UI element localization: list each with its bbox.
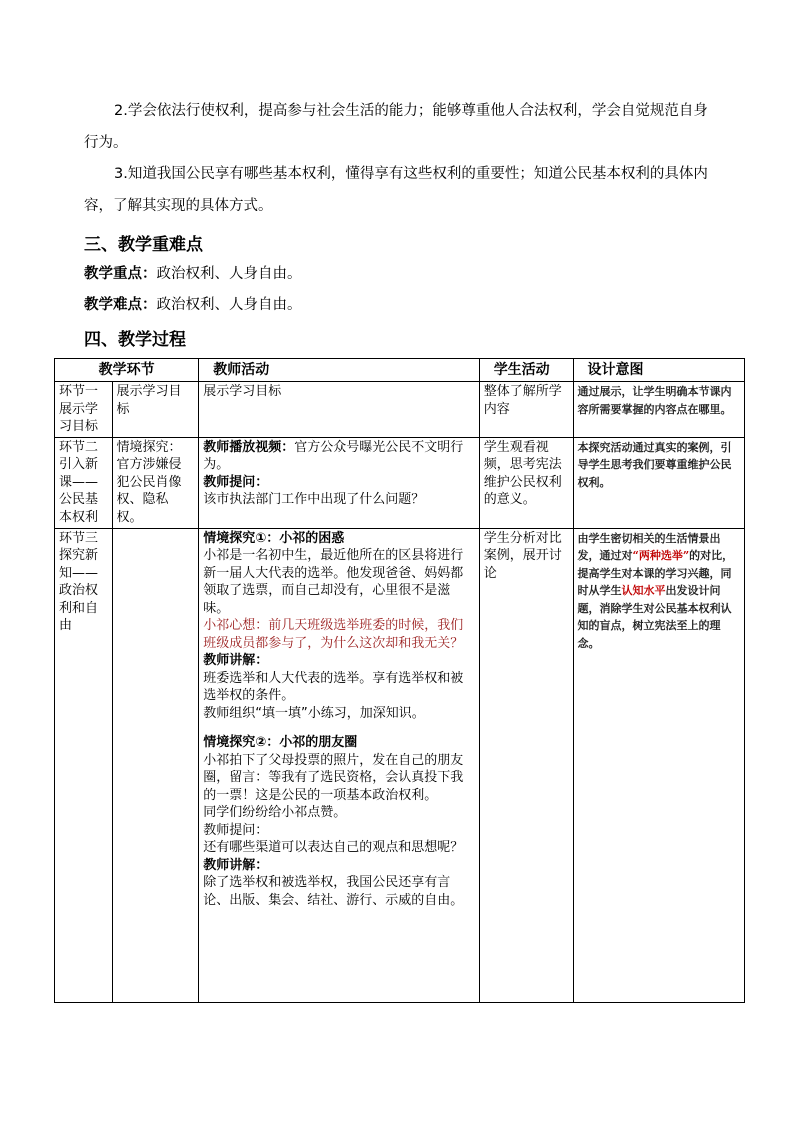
difficult-point-text: 政治权利、人身自由。 <box>156 297 302 313</box>
design-part-b: “两种选举” <box>632 549 690 562</box>
key-point-text: 政治权利、人身自由。 <box>156 266 302 282</box>
row2-video-label: 教师播放视频： <box>203 439 295 455</box>
scenario-1-explain-label: 教师讲解： <box>203 653 269 668</box>
design-part-e: 出发设计问题，消除学生对公民基本权利认知的盲点，树立宪法至上的理念。 <box>577 584 732 650</box>
scenario-1-title: 情境探究①：小祁的困惑 <box>203 530 345 546</box>
key-point-line <box>84 262 302 283</box>
row2-design: 本探究活动通过真实的案例，引导学生思考我们要尊重维护公民权利。 <box>573 437 745 528</box>
scenario-1-text: 小祁是一名初中生，最近他所在的区县将进行新一届人大代表的选举。他发现爸爸、妈妈都领取了选票，而自己却没有，心里很不是滋味。 <box>203 548 464 616</box>
scenario-2-ask-text: 还有哪些渠道可以表达自己的观点和思想呢？ <box>203 840 464 855</box>
header-teacher: 教师活动 <box>199 359 479 382</box>
design-part-d: 认知水平 <box>621 584 666 597</box>
row2-ask-label: 教师提问： <box>203 474 269 490</box>
objective-2: 2.学会依法行使权利，提高参与社会生活的能力；能够尊重他人合法权利，学会自觉规范自身行为。 <box>84 103 708 151</box>
row3-stage: 环节三探究新知——政治权利和自由 <box>55 528 113 1002</box>
table-header-row <box>55 359 745 382</box>
scenario-2-explain-text: 除了选举权和被选举权，我国公民还享有言论、出版、集会、结社、游行、示威的自由。 <box>203 875 464 908</box>
key-point-label: 教学重点： <box>84 266 157 282</box>
thought-label: 小祁心想： <box>203 618 269 633</box>
row1-stage: 环节一展示学习目标 <box>55 382 113 438</box>
row1-sub: 展示学习目标 <box>112 382 199 438</box>
scenario-2-like: 同学们纷纷给小祁点赞。 <box>203 805 347 820</box>
thought-text: 前几天班级选举班委的时候，我们班级成员都参与了，为什么这次却和我无关？ <box>203 618 464 651</box>
row3-student: 学生分析对比案例，展开讨论 <box>479 528 573 1002</box>
row1-teacher: 展示学习目标 <box>199 382 479 438</box>
table-row <box>55 437 745 528</box>
header-student: 学生活动 <box>479 359 573 382</box>
row2-sub: 情境探究：官方涉嫌侵犯公民肖像权、隐私权。 <box>112 437 199 528</box>
design-part-c: 的对比，提高学生对本课的学习兴趣，同时从学生 <box>577 549 734 597</box>
row1-student: 整体了解所学内容 <box>479 382 573 438</box>
section-4-title: 四、教学过程 <box>84 330 186 350</box>
table-row <box>55 528 745 1002</box>
teaching-process-table <box>54 358 745 1003</box>
scenario-1-exercise: 教师组织“填一填”小练习，加深知识。 <box>203 705 425 721</box>
row2-stage: 环节二引入新课——公民基本权利 <box>55 437 113 528</box>
scenario-1-thought <box>203 617 474 652</box>
scenario-2-text: 小祁拍下了父母投票的照片，发在自己的朋友圈，留言：等我有了选民资格，会认真投下我的一票！这是公民的一项基本政治权利。 <box>203 752 464 803</box>
scenario-2-title: 情境探究②：小祁的朋友圈 <box>203 735 358 750</box>
row2-student: 学生观看视频，思考宪法维护公民权利的意义。 <box>479 437 573 528</box>
scenario-2-explain-label: 教师讲解： <box>203 857 269 873</box>
scenario-1-explain-text: 班委选举和人大代表的选举。享有选举权和被选举权的条件。 <box>203 670 464 703</box>
section-3-title: 三、教学重难点 <box>84 235 203 255</box>
scenario-2-ask-label: 教师提问： <box>203 822 269 838</box>
difficult-point-label: 教学难点： <box>84 297 157 313</box>
row3-sub <box>112 528 199 1002</box>
difficult-point-line <box>84 293 302 314</box>
header-design: 设计意图 <box>573 359 745 382</box>
objective-3: 3.知道我国公民享有哪些基本权利，懂得享有这些权利的重要性；知道公民基本权利的具体内容，了解其实现的具体方式。 <box>84 166 708 214</box>
row3-teacher <box>199 528 479 1002</box>
row3-design <box>573 528 745 1002</box>
design-part-a: 由学生密切相关的生活情景出发，通过对 <box>577 531 721 562</box>
table-row <box>55 382 745 438</box>
row2-teacher <box>199 437 479 528</box>
row1-design: 通过展示，让学生明确本节课内容所需要掌握的内容点在哪里。 <box>573 382 745 438</box>
row2-video-text: 官方公众号曝光公民不文明行为。 <box>203 439 464 472</box>
row2-ask-text: 该市执法部门工作中出现了什么问题？ <box>203 492 425 507</box>
header-stage: 教学环节 <box>55 359 199 382</box>
